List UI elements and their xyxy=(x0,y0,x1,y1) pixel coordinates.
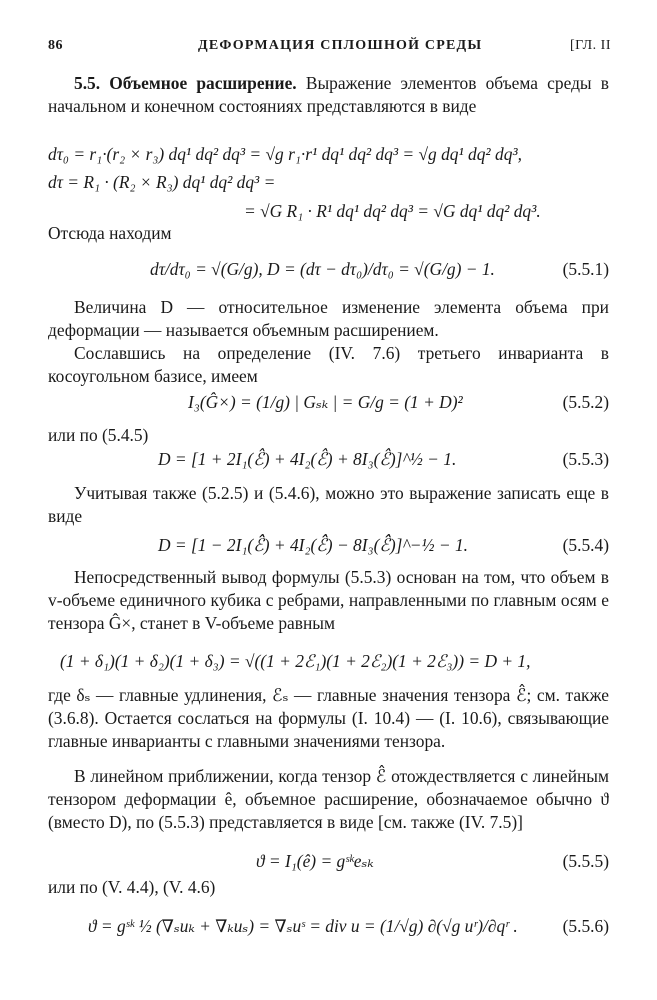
equation-number: (5.5.6) xyxy=(562,916,609,936)
formula-theta-divergence: ϑ = gˢᵏ ½ (∇ₛuₖ + ∇ₖuₛ) = ∇ₛuˢ = div u = (1/√g) ∂(√g uʳ)/∂qʳ . xyxy=(88,916,518,936)
running-title: ДЕФОРМАЦИЯ СПЛОШНОЙ СРЕДЫ xyxy=(198,38,483,53)
equation-number: (5.5.2) xyxy=(562,392,609,412)
section-intro-paragraph xyxy=(48,72,609,118)
paragraph-direct-derivation: Непосредственный вывод формулы (5.5.3) основан на том, что объем в v-объеме единичного кубика с ребрами, направленными по главным осям e тензора Ĝ×, станет в V-объеме равным xyxy=(48,567,609,633)
chapter-label: [ГЛ. II xyxy=(569,38,611,53)
formula-volume-ratio: dτ/dτ₀ = √(G/g), D = (dτ − dτ₀)/dτ₀ = √(G/g) − 1. xyxy=(150,259,495,279)
equation-number: (5.5.4) xyxy=(562,535,609,555)
section-heading: 5.5. Объемное расширение. xyxy=(74,73,297,93)
formula-d-expansion: D = [1 + 2I₁(ℰ̂) + 4I₂(ℰ̂) + 8I₃(ℰ̂)]^½ − 1. xyxy=(158,449,457,469)
formula-third-invariant: I₃(Ĝ×) = (1/g) | Gₛₖ | = G/g = (1 + D)² xyxy=(188,392,463,412)
formula-final-volume-part2: = √G R₁ · R¹ dq¹ dq² dq³ = √G dq¹ dq² dq³. xyxy=(244,201,541,221)
formula-theta-trace: ϑ = I₁(ê) = gˢᵏeₛₖ xyxy=(256,851,374,871)
paragraph-linear-approximation: В линейном приближении, когда тензор ℰ̂ отождествляется с линейным тензором деформации ê, объемное расширение, обозначаемое обычно ϑ (вместо D), по (5.5.3) представляется в виде [см. также (IV. 7.5)] xyxy=(48,766,609,832)
hence-text: Отсюда находим xyxy=(48,223,172,243)
formula-d-alternative: D = [1 − 2I₁(ℰ̂̂) + 4I₂(ℰ̂̂) − 8I₃(ℰ̂̂)]^−½ − 1. xyxy=(158,535,469,555)
paragraph-where: где δₛ — главные удлинения, ℰₛ — главные значения тензора ℰ̂; см. также (3.6.8). Остается сослаться на формулы (I. 10.4) — (I. 10.6), связывающие главные инварианты с главными значениями тензора. xyxy=(48,685,609,751)
formula-final-volume-part1: dτ = R₁ · (R₂ × R₃) dq¹ dq² dq³ = xyxy=(48,172,276,192)
formula-initial-volume: dτ₀ = r₁·(r₂ × r₃) dq¹ dq² dq³ = √g r₁·r¹ dq¹ dq² dq³ = √g dq¹ dq² dq³, xyxy=(48,144,522,164)
or-by-text: или по (5.4.5) xyxy=(48,425,149,445)
page-number: 86 xyxy=(48,38,63,53)
section-intro-text: Выражение элементов объема среды в начальном и конечном состояниях представляются в виде xyxy=(48,73,610,116)
formula-principal-stretches: (1 + δ₁)(1 + δ₂)(1 + δ₃) = √((1 + 2ℰ₁)(1 + 2ℰ₂)(1 + 2ℰ₃)) = D + 1, xyxy=(60,651,531,671)
running-header xyxy=(48,34,611,58)
paragraph-quantity-d: Величина D — относительное изменение элемента объема при деформации — называется объемным расширением. xyxy=(48,297,609,340)
equation-number: (5.5.5) xyxy=(562,851,609,871)
equation-number: (5.5.3) xyxy=(562,449,609,469)
equation-number: (5.5.1) xyxy=(562,259,609,279)
or-by-text: или по (V. 4.4), (V. 4.6) xyxy=(48,877,216,897)
paragraph-considering: Учитывая также (5.2.5) и (5.4.6), можно это выражение записать еще в виде xyxy=(48,483,609,526)
paragraph-referring: Сославшись на определение (IV. 7.6) третьего инварианта в косоугольном базисе, имеем xyxy=(48,343,609,386)
